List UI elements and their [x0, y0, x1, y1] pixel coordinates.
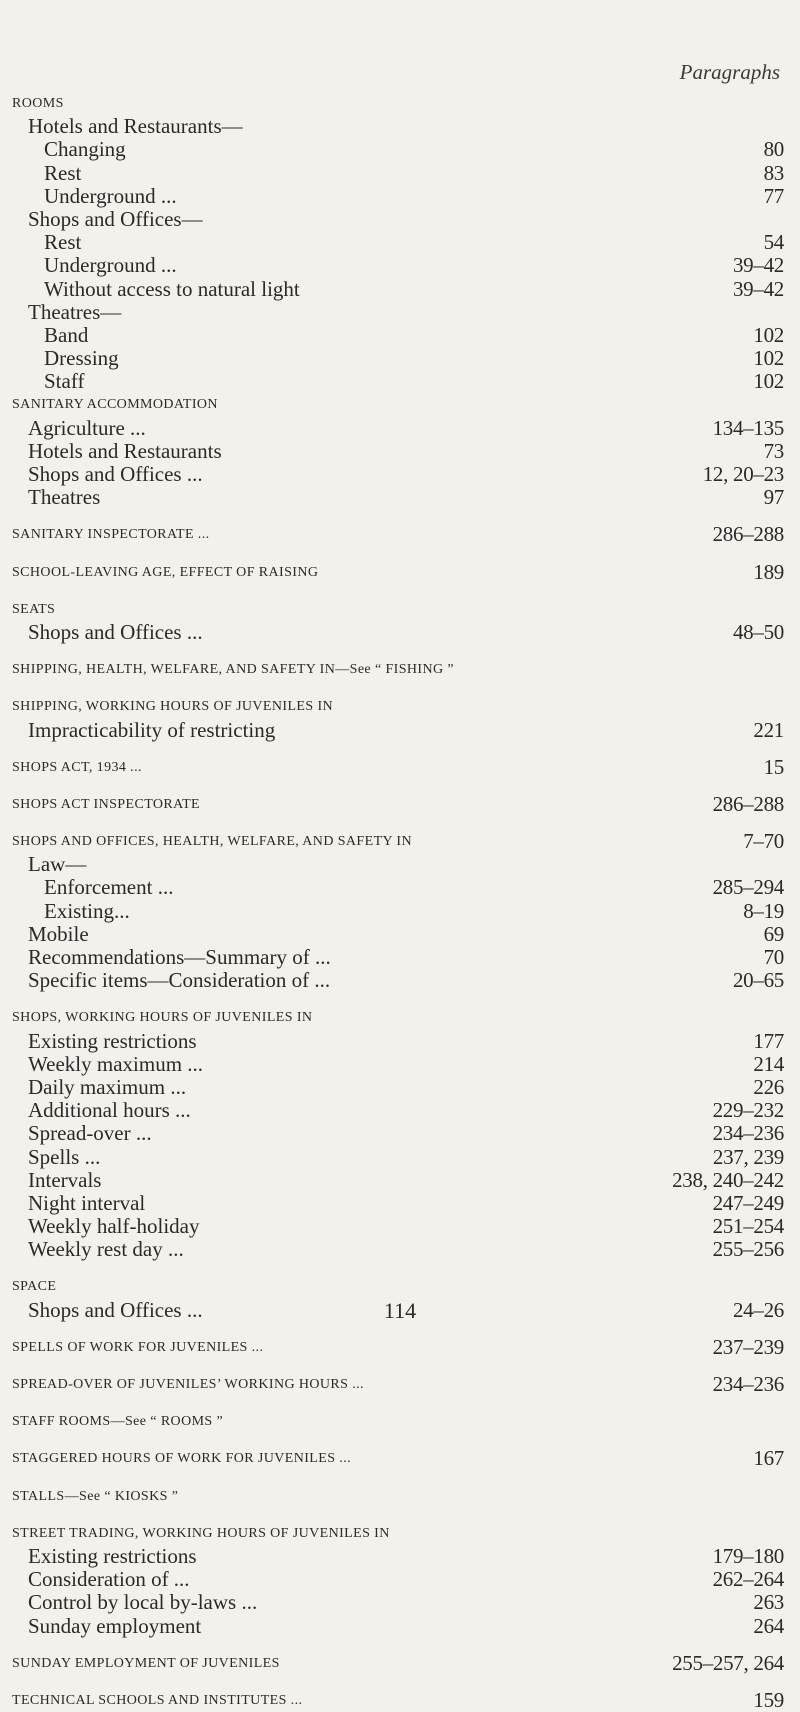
index-term: SPREAD-OVER OF JUVENILES’ WORKING HOURS ...	[12, 1377, 364, 1392]
index-page-ref: 70	[760, 946, 784, 969]
index-page-ref: 189	[749, 561, 784, 584]
index-entry	[12, 621, 792, 644]
index-page-ref: 255–257, 264	[668, 1652, 784, 1675]
index-page-ref: 54	[760, 231, 784, 254]
index-page-ref: 7–70	[739, 830, 784, 853]
index-page-ref: 226	[749, 1076, 784, 1099]
index-entry	[12, 1169, 792, 1192]
index-entry	[12, 1485, 792, 1508]
index-entry	[12, 92, 792, 115]
index-term: SUNDAY EMPLOYMENT OF JUVENILES	[12, 1655, 280, 1671]
index-entry	[12, 756, 792, 779]
index-page-ref: 39–42	[729, 278, 784, 301]
index-term: SCHOOL-LEAVING AGE, EFFECT OF RAISING	[12, 564, 319, 580]
index-term: Hotels and Restaurants	[28, 438, 222, 463]
index-entry	[12, 1238, 792, 1261]
index-term: Impracticability of restricting	[28, 717, 276, 742]
index-entry	[12, 324, 792, 347]
index-page-ref: 255–256	[709, 1238, 784, 1261]
index-term: Enforcement ...	[44, 875, 174, 900]
index-term: Rest	[44, 230, 82, 255]
index-term: Additional hours ...	[28, 1098, 191, 1123]
index-list	[12, 92, 792, 1712]
index-page-ref: 12, 20–23	[699, 463, 784, 486]
index-page-ref: 134–135	[709, 417, 784, 440]
index-entry	[12, 946, 792, 969]
index-entry	[12, 1006, 792, 1029]
index-term: SHIPPING, WORKING HOURS OF JUVENILES IN	[12, 699, 334, 715]
index-term: Mobile	[28, 921, 89, 946]
index-term: Daily maximum ...	[28, 1074, 187, 1099]
index-entry	[12, 301, 792, 324]
index-entry	[12, 1122, 792, 1145]
index-term: Underground ...	[44, 183, 177, 208]
index-term: Underground ...	[44, 253, 177, 278]
index-entry	[12, 793, 792, 816]
index-page-ref: 237–239	[709, 1336, 784, 1359]
index-page-ref: 286–288	[709, 523, 784, 546]
index-entry	[12, 370, 792, 393]
index-term: Hotels and Restaurants—	[28, 114, 243, 139]
index-page-ref: 247–249	[709, 1192, 784, 1215]
index-term: Rest	[44, 160, 82, 185]
index-entry	[12, 486, 792, 509]
index-term: Existing restrictions	[28, 1543, 197, 1568]
index-page-ref: 39–42	[729, 254, 784, 277]
index-term: Consideration of ...	[28, 1567, 190, 1592]
page-header: Paragraphs	[679, 60, 780, 84]
index-entry	[12, 1099, 792, 1122]
index-page-ref: 238, 240–242	[668, 1169, 784, 1192]
index-term: Band	[44, 322, 89, 347]
index-page-ref: 285–294	[709, 876, 784, 899]
index-entry	[12, 1591, 792, 1614]
index-term: Weekly rest day ...	[28, 1237, 184, 1262]
index-entry	[12, 1545, 792, 1568]
index-term: Spread-over ...	[28, 1121, 152, 1146]
page-number: 114	[383, 1298, 417, 1323]
index-entry	[12, 969, 792, 992]
index-entry	[12, 162, 792, 185]
index-entry	[12, 417, 792, 440]
index-page-ref: 234–236	[709, 1373, 784, 1396]
index-entry	[12, 1146, 792, 1169]
index-entry	[12, 278, 792, 301]
index-entry	[12, 923, 792, 946]
index-page-ref: 263	[749, 1591, 784, 1614]
index-page-ref: 77	[760, 185, 784, 208]
index-page-ref: 234–236	[709, 1122, 784, 1145]
index-page-ref: 102	[749, 347, 784, 370]
index-entry	[12, 1447, 792, 1470]
index-entry	[12, 853, 792, 876]
index-term: Without access to natural light	[44, 276, 300, 301]
index-entry	[12, 1030, 792, 1053]
index-entry	[12, 254, 792, 277]
index-entry	[12, 561, 792, 584]
index-term: SANITARY ACCOMMODATION	[12, 397, 218, 413]
index-entry	[12, 1373, 792, 1396]
index-term: Intervals	[28, 1167, 102, 1192]
index-entry	[12, 1076, 792, 1099]
index-term: SHOPS, WORKING HOURS OF JUVENILES IN	[12, 1010, 313, 1026]
index-page-ref: 262–264	[709, 1568, 784, 1591]
index-term: SEATS	[12, 601, 56, 617]
index-term: Existing...	[44, 898, 130, 923]
index-entry	[12, 523, 792, 546]
index-entry	[12, 876, 792, 899]
index-entry	[12, 1615, 792, 1638]
index-page-ref: 48–50	[729, 621, 784, 644]
index-page-ref: 214	[749, 1053, 784, 1076]
index-page-ref: 264	[749, 1615, 784, 1638]
index-page-ref: 69	[760, 923, 784, 946]
index-entry	[12, 208, 792, 231]
index-term: Control by local by-laws ...	[28, 1590, 258, 1615]
index-entry	[12, 231, 792, 254]
index-term: Weekly maximum ...	[28, 1051, 204, 1076]
index-page-ref: 102	[749, 370, 784, 393]
index-term: SPELLS OF WORK FOR JUVENILES ...	[12, 1339, 264, 1355]
index-term: STREET TRADING, WORKING HOURS OF JUVENILES IN	[12, 1525, 390, 1541]
index-entry	[12, 347, 792, 370]
index-term: STALLS—See “ KIOSKS ”	[12, 1488, 179, 1504]
index-entry	[12, 440, 792, 463]
index-page-ref: 159	[749, 1689, 784, 1712]
index-term: Spells ...	[28, 1144, 101, 1169]
index-term: STAFF ROOMS—See “ ROOMS ”	[12, 1414, 224, 1430]
index-page-ref: 24–26	[729, 1299, 784, 1322]
index-term: SPACE	[12, 1279, 57, 1295]
index-term: TECHNICAL SCHOOLS AND INSTITUTES ...	[12, 1692, 303, 1708]
index-page-ref: 286–288	[709, 793, 784, 816]
index-entry	[12, 463, 792, 486]
index-page-ref: 8–19	[739, 900, 784, 923]
index-page-ref: 20–65	[729, 969, 784, 992]
index-page-ref: 177	[749, 1030, 784, 1053]
index-term: Sunday employment	[28, 1613, 202, 1638]
index-page-ref: 83	[760, 162, 784, 185]
index-term: Shops and Offices ...	[28, 462, 203, 486]
index-term: SHOPS ACT, 1934 ...	[12, 759, 142, 775]
index-page-ref: 15	[760, 756, 784, 779]
index-page-ref: 102	[749, 324, 784, 347]
index-entry	[12, 393, 792, 416]
index-entry	[12, 695, 792, 718]
index-entry	[12, 1410, 792, 1433]
index-term: ROOMS	[12, 96, 64, 111]
index-page-ref: 167	[749, 1447, 784, 1470]
index-entry	[12, 1053, 792, 1076]
index-entry	[12, 1522, 792, 1545]
index-term: Shops and Offices—	[28, 206, 203, 231]
index-page-ref: 221	[749, 719, 784, 742]
index-entry	[12, 185, 792, 208]
index-entry	[12, 598, 792, 621]
index-entry	[12, 1652, 792, 1675]
index-entry	[12, 1689, 792, 1712]
index-term: Theatres	[28, 485, 101, 510]
index-term: Existing restrictions	[28, 1028, 197, 1053]
index-entry	[12, 1336, 792, 1359]
index-term: SHIPPING, HEALTH, WELFARE, AND SAFETY IN—See “ FISHING ”	[12, 662, 455, 678]
index-entry	[12, 719, 792, 742]
index-term: Night interval	[28, 1190, 146, 1215]
index-entry	[12, 1568, 792, 1591]
index-page-ref: 97	[760, 486, 784, 509]
index-page-ref: 251–254	[709, 1215, 784, 1238]
index-term: Shops and Offices ...	[28, 1297, 203, 1322]
index-term: Shops and Offices ...	[28, 619, 203, 644]
index-term: Weekly half-holiday	[28, 1214, 200, 1239]
index-term: Recommendations—Summary of ...	[28, 945, 331, 969]
index-term: SANITARY INSPECTORATE ...	[12, 527, 210, 543]
index-page-ref: 179–180	[709, 1545, 784, 1568]
index-term: Staff	[44, 369, 85, 394]
index-term: STAGGERED HOURS OF WORK FOR JUVENILES ...	[12, 1451, 351, 1467]
index-term: Specific items—Consideration of ...	[28, 968, 331, 993]
index-page-ref: 73	[760, 440, 784, 463]
index-entry	[12, 1192, 792, 1215]
index-entry	[12, 138, 792, 161]
index-page-ref: 80	[760, 138, 784, 161]
index-term: Agriculture ...	[28, 415, 146, 440]
index-entry	[12, 830, 792, 853]
index-entry	[12, 900, 792, 923]
index-term: Dressing	[44, 346, 119, 371]
index-term: Changing	[44, 137, 126, 162]
index-term: SHOPS AND OFFICES, HEALTH, WELFARE, AND SAFETY IN	[12, 834, 412, 850]
index-term: Law—	[28, 852, 87, 877]
index-term: Theatres—	[28, 299, 122, 324]
index-entry	[12, 1275, 792, 1298]
index-entry	[12, 658, 792, 681]
index-entry	[12, 115, 792, 138]
index-term: SHOPS ACT INSPECTORATE	[12, 796, 200, 812]
index-page-ref: 229–232	[709, 1099, 784, 1122]
index-entry	[12, 1215, 792, 1238]
index-page-ref: 237, 239	[709, 1146, 784, 1169]
